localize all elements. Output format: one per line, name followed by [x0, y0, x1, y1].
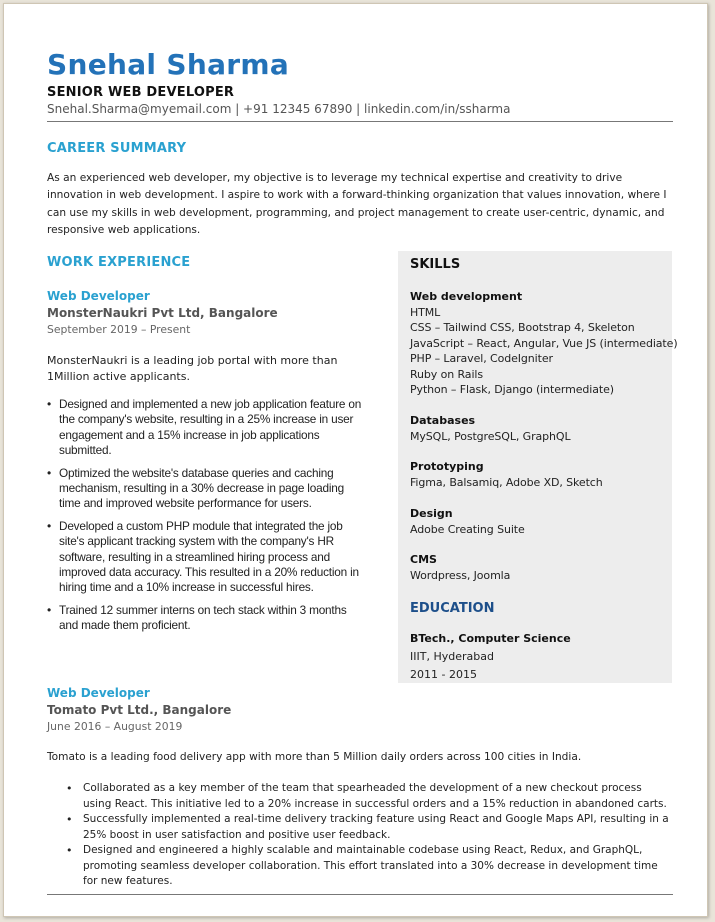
skill-item: JavaScript – React, Angular, Vue JS (intermediate) [410, 336, 678, 350]
job2-bullets [66, 781, 672, 890]
skill-group-title: Prototyping [410, 460, 484, 473]
contact-line: Snehal.Sharma@myemail.com | +91 12345 67890 | linkedin.com/in/ssharma [47, 102, 511, 116]
list-item: • Collaborated as a key member of the team that spearheaded the development of a new checkout process using React. This initiative led to a 20% increase in successful orders and a 15% reduction in abandoned carts. [66, 781, 672, 812]
work-experience-heading: WORK EXPERIENCE [47, 255, 191, 270]
resume-page [3, 3, 708, 917]
skill-group-title: Web development [410, 290, 523, 303]
list-item: • Trained 12 summer interns on tech stack within 3 months and made them proficient. [47, 603, 367, 634]
skill-group-design [410, 506, 672, 537]
job2-title: Web Developer [47, 686, 150, 700]
education-years: 2011 - 2015 [410, 668, 477, 681]
skill-item: Python – Flask, Django (intermediate) [410, 383, 614, 396]
skill-item: Ruby on Rails [410, 367, 483, 381]
job1-title: Web Developer [47, 289, 150, 303]
skill-group-cms [410, 552, 672, 583]
list-item: • Successfully implemented a real-time delivery tracking feature using React and Google Maps API, resulting in a 25% boost in user satisfaction and positive user feedback. [66, 812, 672, 843]
list-item: • Developed a custom PHP module that integrated the job site's applicant tracking system with the company's HR software, resulting in a streamlined hiring process and improved data accuracy. This resulted in a 20% reduction in hiring time and a 10% increase in successful hires. [47, 519, 367, 596]
skill-group-prototyping [410, 459, 672, 490]
skill-group-title: CMS [410, 553, 437, 566]
header-divider [47, 121, 673, 122]
job1-bullets [47, 397, 367, 641]
skills-heading: SKILLS [410, 257, 461, 272]
skill-item: HTML [410, 305, 441, 319]
job1-description: MonsterNaukri is a leading job portal with more than 1Million active applicants. [47, 354, 338, 383]
job-title-header: SENIOR WEB DEVELOPER [47, 85, 235, 100]
job2-dates: June 2016 – August 2019 [47, 720, 183, 733]
candidate-name: Snehal Sharma [47, 48, 290, 81]
skill-group-title: Databases [410, 414, 476, 427]
skill-item: Figma, Balsamiq, Adobe XD, Sketch [410, 475, 603, 489]
skill-group-title: Design [410, 507, 453, 520]
skill-item: CSS – Tailwind CSS, Bootstrap 4, Skeleton [410, 321, 635, 334]
list-item: • Designed and engineered a highly scalable and maintainable codebase using React, Redux, and GraphQL, promoting seamless developer collaboration. This effort translated into a 30% decrease in development time for new features. [66, 843, 672, 890]
career-summary-heading: CAREER SUMMARY [47, 141, 187, 156]
education-school: IIIT, Hyderabad [410, 650, 494, 663]
education-degree: BTech., Computer Science [410, 632, 571, 645]
skills-sidebar [398, 251, 678, 683]
job1-dates: September 2019 – Present [47, 323, 191, 336]
skill-group-web [410, 289, 678, 398]
skill-item: MySQL, PostgreSQL, GraphQL [410, 429, 571, 443]
skill-item: Adobe Creating Suite [410, 522, 525, 536]
skill-group-databases [410, 413, 672, 444]
education-heading: EDUCATION [410, 601, 495, 616]
footer-divider [47, 894, 673, 895]
list-item: • Optimized the website's database queries and caching mechanism, resulting in a 30% decrease in page loading time and improved website performance for users. [47, 466, 367, 512]
job1-company: MonsterNaukri Pvt Ltd, Bangalore [47, 306, 278, 320]
job2-description: Tomato is a leading food delivery app with more than 5 Million daily orders across 100 cities in India. [47, 751, 582, 763]
skill-item: PHP – Laravel, CodeIgniter [410, 352, 553, 365]
career-summary-text: As an experienced web developer, my objective is to leverage my technical expertise and creativity to drive innovation in web development. I aspire to work with a forward-thinking organization that values innovation, where I can use my skills in web development, programming, and project management to create user-centric, dynamic, and responsive web applications. [47, 172, 667, 236]
list-item: • Designed and implemented a new job application feature on the company's website, resulting in a 25% increase in user engagement and a 15% increase in job applications submitted. [47, 397, 367, 459]
job2-company: Tomato Pvt Ltd., Bangalore [47, 703, 232, 717]
skill-item: Wordpress, Joomla [410, 568, 511, 582]
